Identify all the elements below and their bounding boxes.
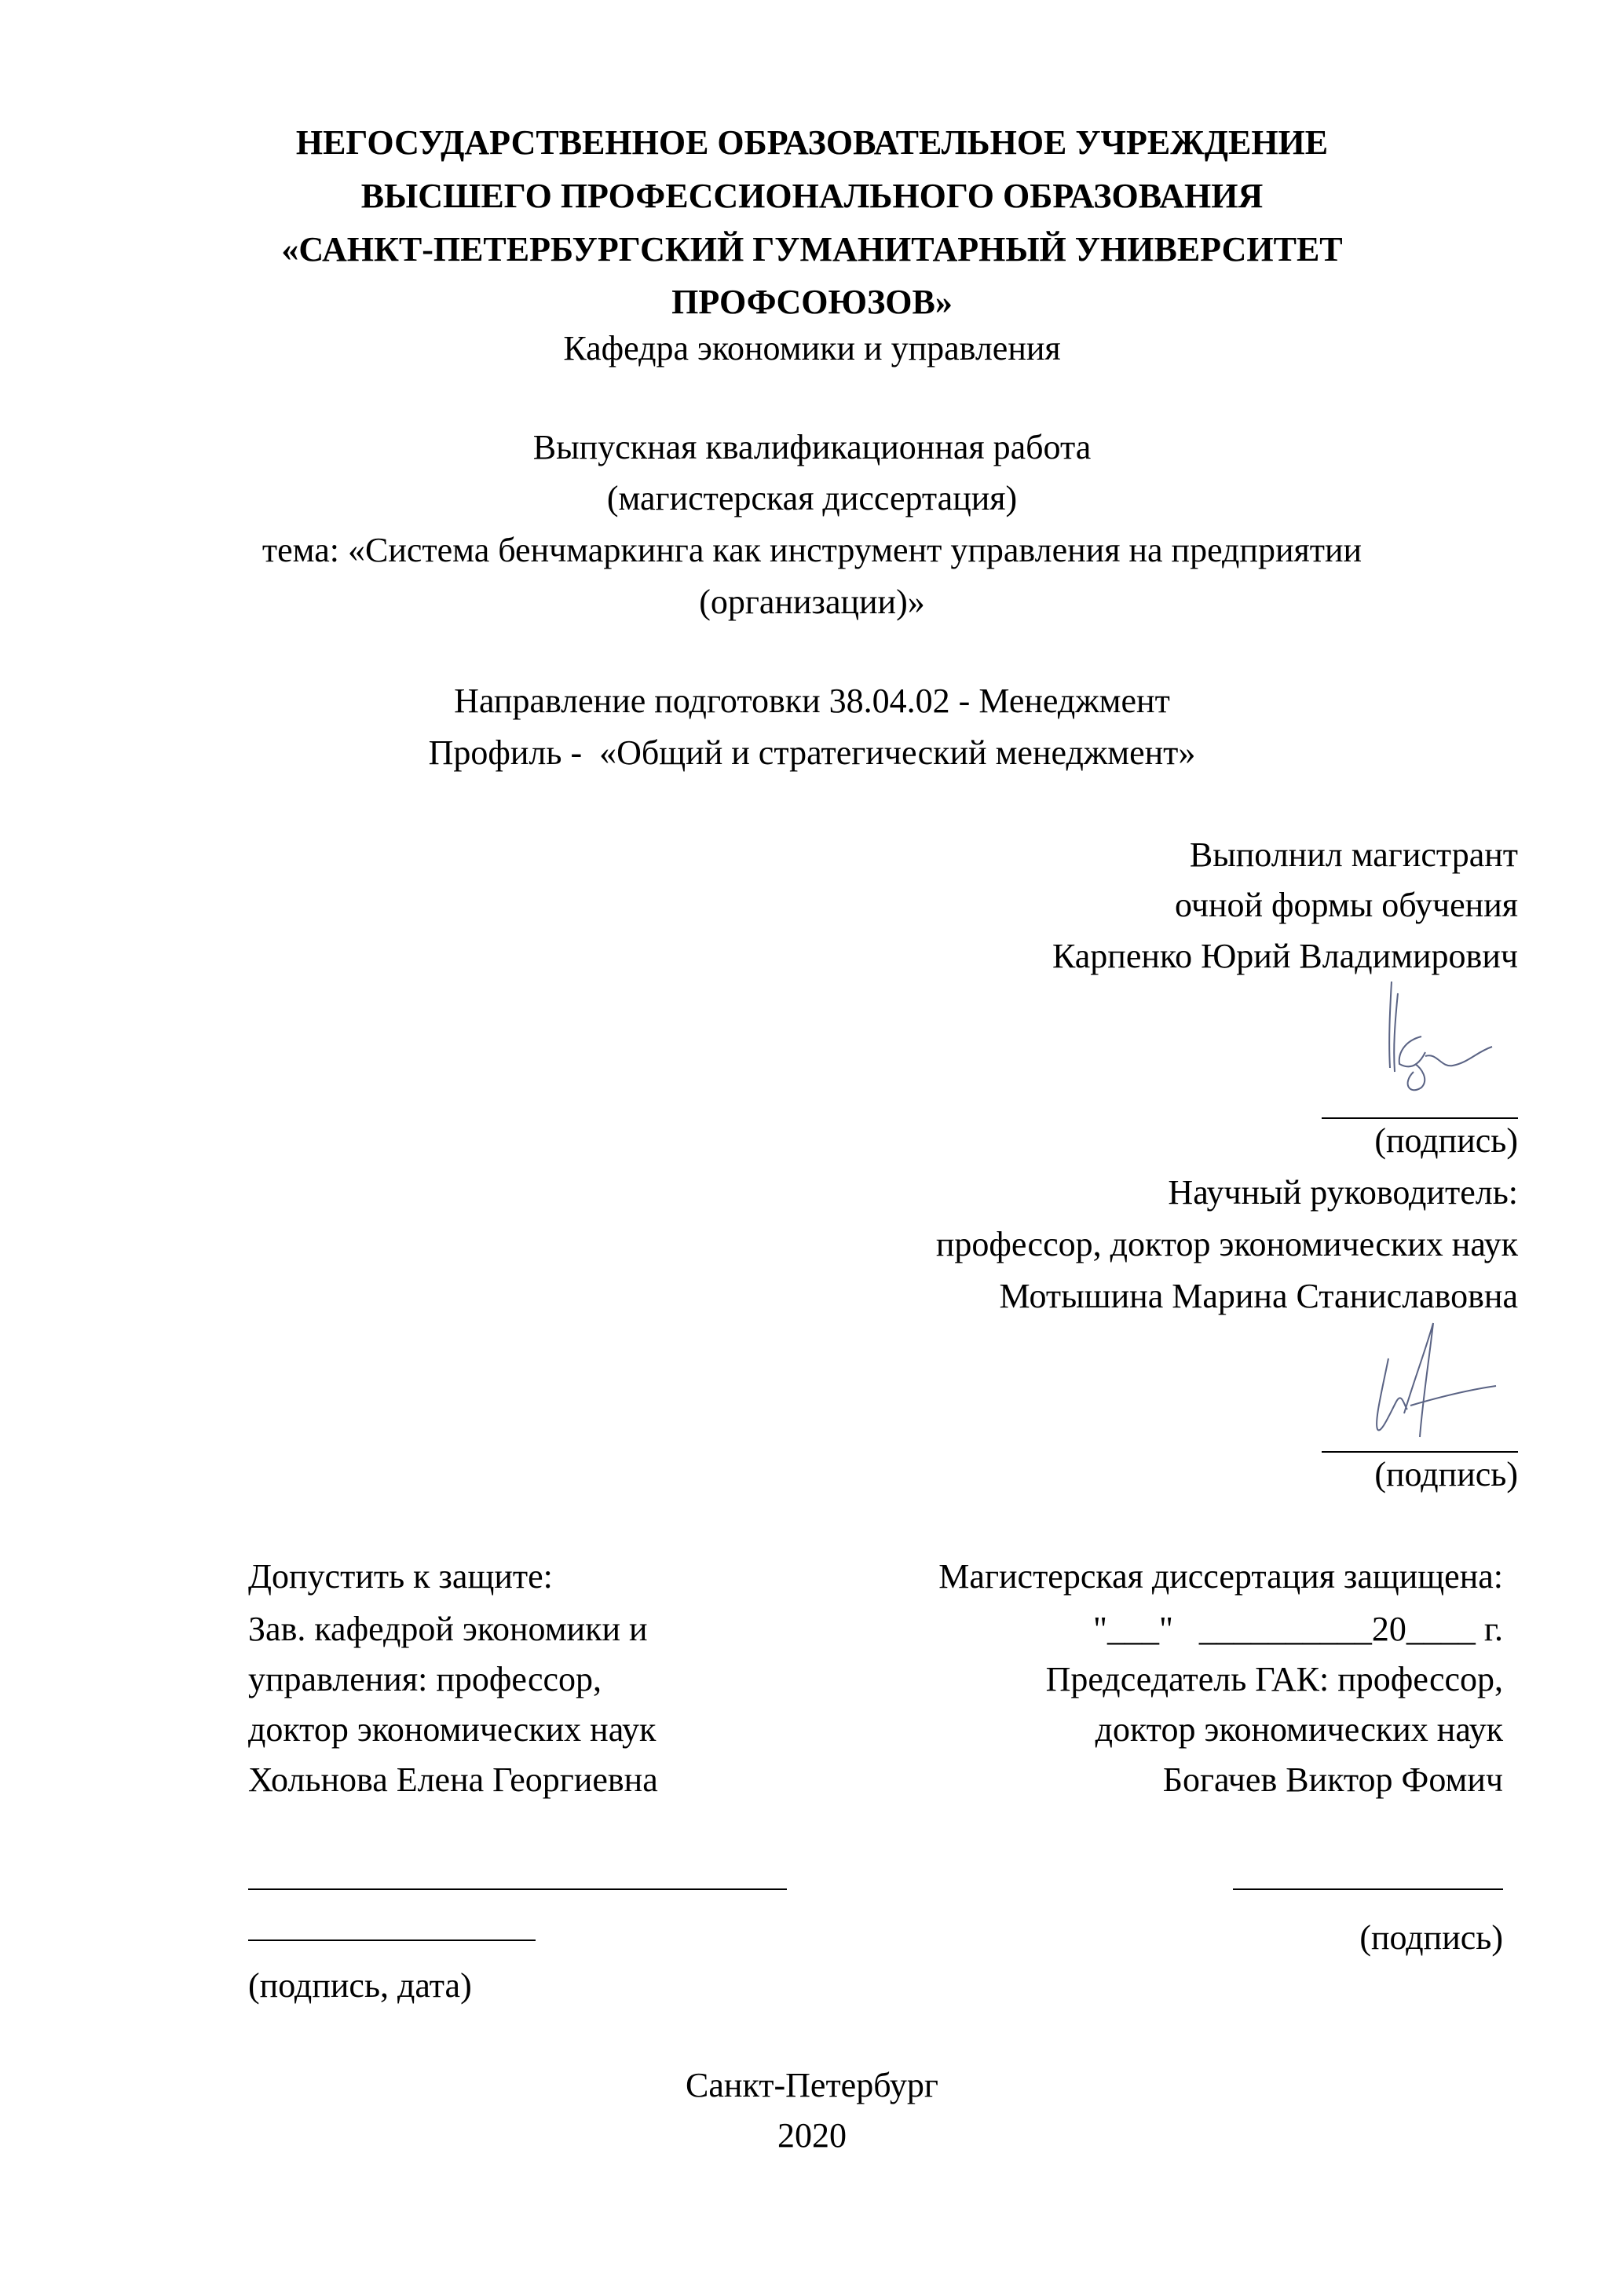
defended-line: Магистерская диссертация защищена: — [938, 1557, 1503, 1596]
supervisor-label: Научный руководитель: — [1168, 1173, 1518, 1212]
defended-line: Председатель ГАК: профессор, — [1045, 1660, 1503, 1698]
signature-line — [248, 1940, 536, 1941]
header-line: НЕГОСУДАРСТВЕННОЕ ОБРАЗОВАТЕЛЬНОЕ УЧРЕЖДЕНИЕ — [295, 123, 1329, 162]
header-line: ПРОФСОЮЗОВ» — [671, 283, 953, 321]
signature-caption: (подпись) — [1359, 1918, 1503, 1957]
admit-line: Допустить к защите: — [248, 1557, 553, 1596]
admit-line: Зав. кафедрой экономики и — [248, 1610, 648, 1648]
supervisor-signature — [1366, 1319, 1508, 1445]
defense-date: "___" __________20____ г. — [1092, 1610, 1503, 1648]
signature-line — [1233, 1888, 1503, 1890]
profile: Профиль - «Общий и стратегический менеджмент» — [428, 733, 1196, 772]
author-line: Выполнил магистрант — [1189, 835, 1518, 874]
signature-caption: (подпись) — [1374, 1455, 1518, 1493]
admit-line: управления: профессор, — [248, 1660, 602, 1698]
work-type: Выпускная квалификационная работа — [532, 428, 1092, 466]
signature-line — [248, 1888, 787, 1890]
author-signature — [1366, 978, 1508, 1111]
topic-line: (организации)» — [699, 583, 925, 621]
header-line: ВЫСШЕГО ПРОФЕССИОНАЛЬНОГО ОБРАЗОВАНИЯ — [360, 177, 1264, 215]
city: Санкт-Петербург — [686, 2066, 938, 2104]
work-subtype: (магистерская диссертация) — [606, 479, 1018, 517]
defended-line: доктор экономических наук — [1095, 1710, 1503, 1749]
chair-name: Богачев Виктор Фомич — [1162, 1760, 1503, 1799]
admit-name: Хольнова Елена Георгиевна — [248, 1760, 658, 1799]
year: 2020 — [777, 2116, 847, 2155]
admit-line: доктор экономических наук — [248, 1710, 657, 1749]
author-line: очной формы обучения — [1174, 886, 1518, 924]
direction: Направление подготовки 38.04.02 - Менеджмент — [454, 682, 1170, 720]
admit-caption: (подпись, дата) — [248, 1966, 472, 2005]
topic-line: тема: «Система бенчмаркинга как инструмент управления на предприятии — [262, 531, 1362, 569]
supervisor-title: профессор, доктор экономических наук — [935, 1225, 1518, 1263]
author-name: Карпенко Юрий Владимирович — [1052, 937, 1518, 975]
signature-caption: (подпись) — [1374, 1121, 1518, 1160]
supervisor-name: Мотышина Марина Станиславовна — [999, 1277, 1518, 1315]
header-line: «САНКТ-ПЕТЕРБУРГСКИЙ ГУМАНИТАРНЫЙ УНИВЕРСИТЕТ — [281, 230, 1343, 269]
department: Кафедра экономики и управления — [563, 329, 1061, 367]
